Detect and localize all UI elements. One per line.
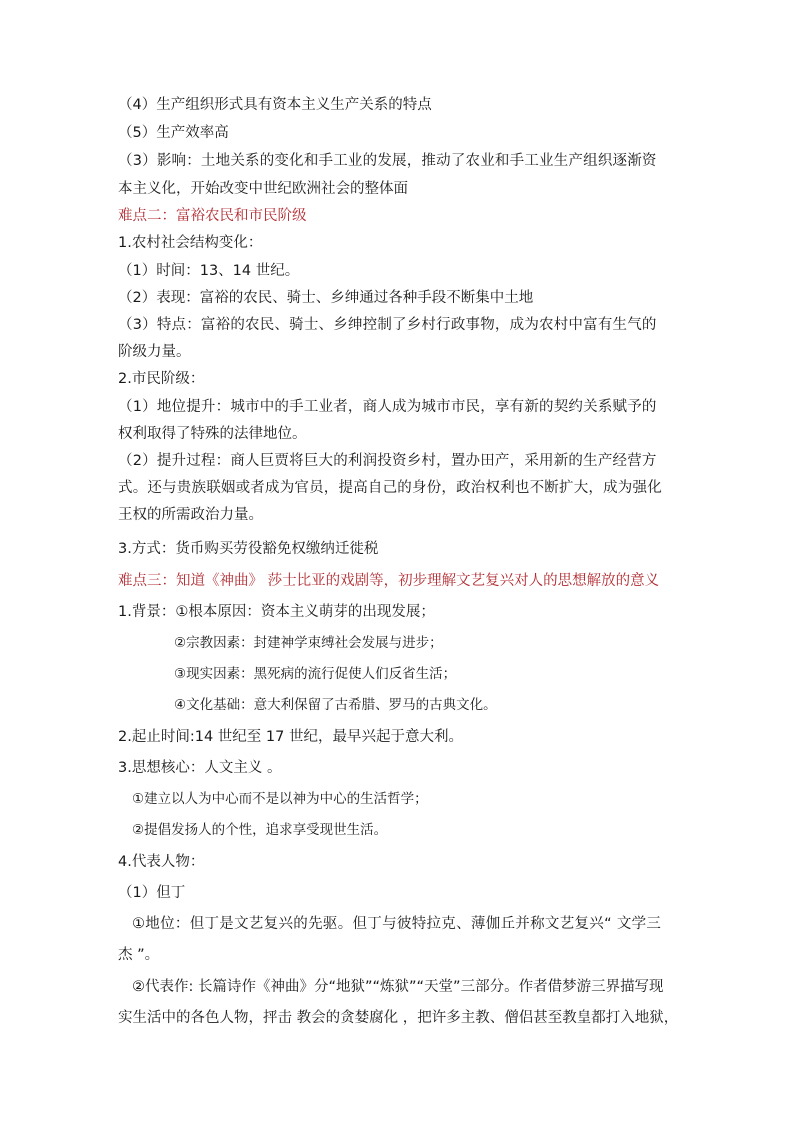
text-line: ②代表作: 长篇诗作《神曲》分“地狱”“炼狱”“天堂”三部分。作者借梦游三界描写现 xyxy=(132,979,664,995)
section-heading: 难点二：富裕农民和市民阶级 xyxy=(118,208,307,224)
text-line: 1.农村社会结构变化： xyxy=(118,235,263,251)
text-line: ③现实因素：黑死病的流行促使人们反省生活； xyxy=(174,666,457,682)
text-line: 4.代表人物： xyxy=(118,854,205,870)
text-line: 式。还与贵族联姻或者成为官员，提高自己的身份，政治权利也不断扩大，成为强化 xyxy=(118,480,662,496)
text-line: ②宗教因素：封建神学束缚社会发展与进步； xyxy=(174,635,443,651)
text-line: 2.市民阶级： xyxy=(118,371,205,387)
text-line: 杰 ”。 xyxy=(118,947,160,963)
text-line: （3）影响：土地关系的变化和手工业的发展，推动了农业和手工业生产组织逐渐资 xyxy=(118,153,657,169)
text-line: 王权的所需政治力量。 xyxy=(118,507,263,523)
text-line: 权利取得了特殊的法律地位。 xyxy=(118,426,307,442)
text-line: 2.起止时间:14 世纪至 17 世纪，最早兴起于意大利。 xyxy=(118,729,463,745)
text-line: ①地位：但丁是文艺复兴的先驱。但丁与彼特拉克、薄伽丘并称文艺复兴“ 文学三 xyxy=(132,916,662,932)
text-line: ①建立以人为中心而不是以神为中心的生活哲学； xyxy=(132,791,428,807)
text-line: 阶级力量。 xyxy=(118,344,191,360)
text-line: （1）地位提升：城市中的手工业者，商人成为城市市民，享有新的契约关系赋予的 xyxy=(118,399,657,415)
text-line: （4）生产组织形式具有资本主义生产关系的特点 xyxy=(118,97,432,113)
text-line: 3.方式：货币购买劳役豁免权缴纳迁徙税 xyxy=(118,541,379,557)
text-line: （2）提升过程：商人巨贾将巨大的利润投资乡村，置办田产，采用新的生产经营方 xyxy=(118,453,657,469)
text-line: 实生活中的各色人物，抨击 教会的贪婪腐化 ，把许多主教、僧侣甚至教皇都打入地狱， xyxy=(118,1010,679,1026)
text-line: （3）特点：富裕的农民、骑士、乡绅控制了乡村行政事物，成为农村中富有生气的 xyxy=(118,317,657,333)
text-line: （1）但丁 xyxy=(118,885,186,901)
text-line: 1.背景：①根本原因：资本主义萌芽的出现发展； xyxy=(118,604,435,620)
text-line: ②提倡发扬人的个性，追求享受现世生活。 xyxy=(132,822,388,838)
text-line: （1）时间：13、14 世纪。 xyxy=(118,263,300,279)
text-line: （5）生产效率高 xyxy=(118,125,229,141)
text-line: ④文化基础：意大利保留了古希腊、罗马的古典文化。 xyxy=(174,697,497,713)
text-line: 本主义化，开始改变中世纪欧洲社会的整体面 xyxy=(118,181,408,197)
section-heading: 难点三：知道《神曲》 莎士比亚的戏剧等，初步理解文艺复兴对人的思想解放的意义 xyxy=(118,573,660,589)
text-line: （2）表现：富裕的农民、骑士、乡绅通过各种手段不断集中土地 xyxy=(118,290,534,306)
text-line: 3.思想核心：人文主义 。 xyxy=(118,760,282,776)
